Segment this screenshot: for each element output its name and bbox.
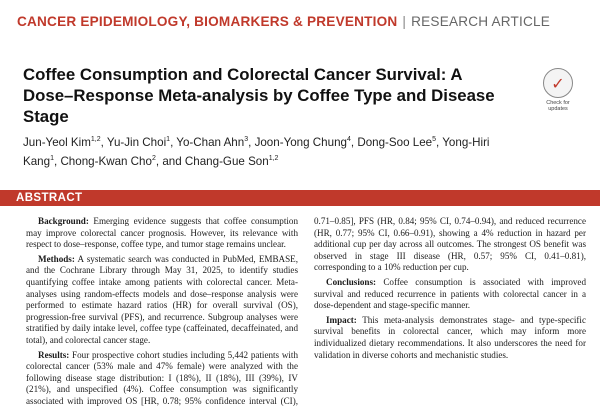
abstract-section-text: Coffee consumption is associated with improved survival and reduced recurrence in patients with colorectal cancer in a dose-dependent and stage-specific manner. [314, 276, 586, 311]
author-affiliation: 1,2 [268, 154, 279, 162]
badge-label [536, 100, 580, 112]
abstract-section [314, 315, 586, 361]
article-type: RESEARCH ARTICLE [411, 14, 551, 29]
abstract-header-bar [0, 190, 600, 206]
author-name: Yu-Jin Choi [106, 135, 167, 149]
author-affiliation: 1 [166, 136, 171, 143]
author-affiliation: 2 [151, 154, 156, 162]
author-affiliation: 5 [432, 136, 437, 143]
journal-name: CANCER EPIDEMIOLOGY, BIOMARKERS & PREVENTION [17, 14, 398, 29]
abstract-section-text: Emerging evidence suggests that coffee consumption may improve colorectal cancer prognosis. However, its relevance with respect to dose–response, coffee type, and tumor stage remains unclear. [26, 216, 298, 250]
author-name: Jun-Yeol Kim [23, 135, 91, 149]
abstract-body [26, 216, 586, 416]
author-affiliation: 1 [50, 154, 54, 162]
badge-line-2: updates [548, 106, 568, 112]
abstract-section [26, 254, 298, 347]
check-for-updates-icon: ✓ [543, 68, 573, 98]
badge-line-1: Check for [546, 100, 570, 106]
abstract-section-text: Four prospective cohort studies including 5,442 patients with colorectal cancer (53% male and 47% female) were analyzed with the following disease stage distribution: I (18%), II (18%), III (39%), IV (21%), and unspecified (4%). Coffee consumption was significantly associated with improved OS [HR, 0.78; 95% confidence interval (CI), 0.71–0.85], PFS (HR, 0.84; 95% CI, 0.74–0.94), and reduced recurrence (HR, 0.77; 95% CI, 0.66–0.91), showing a 4% reduction in hazard per additional cup per day across all outcomes. The strongest OS benefit was observed in stage III disease (HR, 0.57; 95% CI, 0.41–0.81), corresponding to a 10% reduction per cup. [26, 216, 586, 406]
author-name: Joon-Yong Chung [254, 135, 347, 149]
abstract-section-label: Methods: [38, 253, 75, 264]
author-name: Chong-Kwan Cho [60, 154, 152, 168]
header-separator: | [402, 14, 407, 29]
author-list: Jun-Yeol Kim$^{1,2}$, Yu-Jin Choi$^1$, Yo-Chan Ahn$^3$, Joon-Yong Chung$^4$, Dong-Soo Lee$^5$, Yong-Hiri Kang$^1$, Chong-Kwan Cho$^2$, and Chang-Gue Son$^{1,2}$ [23, 135, 490, 168]
article-title: Coffee Consumption and Colorectal Cancer Survival: A Dose–Response Meta-analysis by Coffee Type and Disease Stage [23, 65, 495, 126]
author-affiliation: 4 [346, 136, 351, 143]
journal-header [17, 14, 550, 29]
abstract-section-text: This meta-analysis demonstrates stage- and type-specific survival benefits in colorectal cancer, which may inform more individualized dietary recommendations. It also underscores the need for validation in diverse cohorts and mechanistic studies. [314, 314, 586, 360]
check-for-updates-badge[interactable] [536, 68, 580, 112]
abstract-section [26, 216, 298, 251]
abstract-section-label: Conclusions: [326, 276, 377, 287]
author-name: Yong-Hiri Kang [23, 135, 490, 168]
author-name: Yo-Chan Ahn [176, 135, 245, 149]
abstract-section-label: Results: [38, 349, 70, 360]
author-name: Chang-Gue Son [184, 154, 269, 168]
abstract-section-label: Background: [38, 216, 89, 226]
abstract-section [314, 277, 586, 312]
abstract-heading: ABSTRACT [16, 192, 83, 204]
abstract-section-label: Impact: [326, 314, 357, 325]
abstract-section-text: A systematic search was conducted in PubMed, EMBASE, and the Cochrane Library through May 31, 2025, to identify studies quantifying coffee intake among patients with colorectal cancer. Meta-analyses using random-effects models and dose–response analysis were performed to estimate hazard ratios (HR) for overall survival (OS), progression-free survival (PFS), and recurrence. Subgroup analyses were stratified by daily intake level, coffee type (caffeinated, decaffeinated, and total), and colorectal cancer stage. [26, 253, 298, 345]
author-affiliation: 1,2 [90, 136, 101, 143]
author-affiliation: 3 [244, 136, 249, 143]
author-conjunction: and [162, 154, 182, 168]
author-name: Dong-Soo Lee [357, 135, 433, 149]
